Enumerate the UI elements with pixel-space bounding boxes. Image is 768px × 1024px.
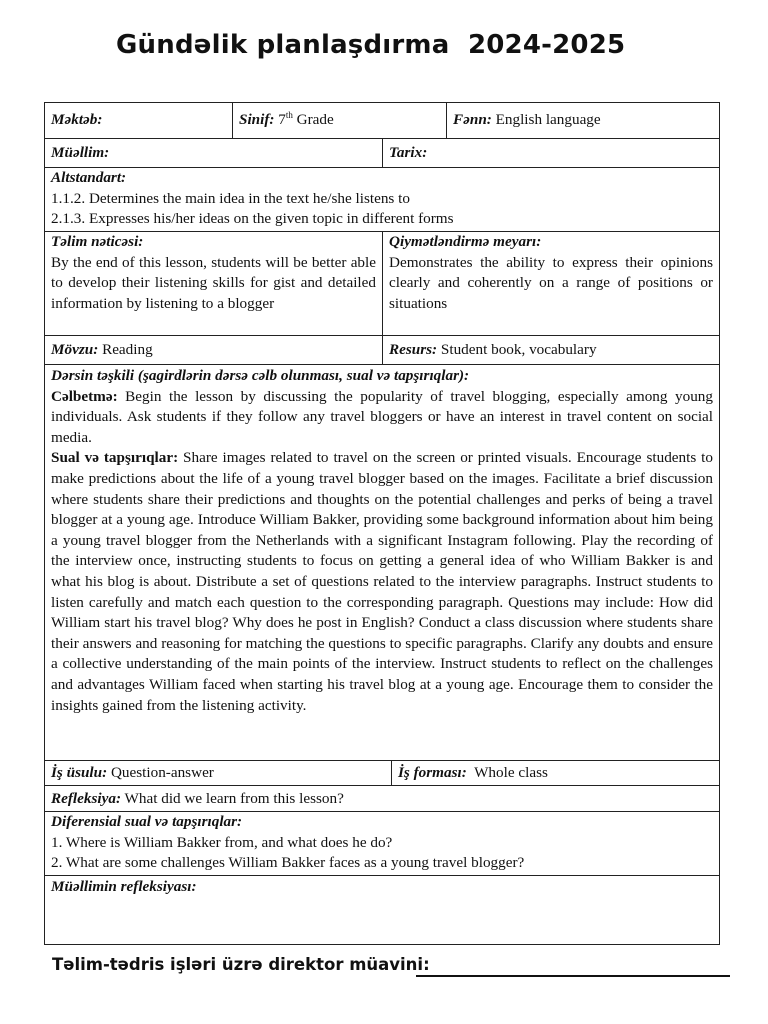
row-school-class-subject xyxy=(45,103,719,139)
resources-label: Resurs: xyxy=(389,341,438,358)
assessment-cell xyxy=(382,232,719,335)
tasks-text: Share images related to travel on the screen or printed visuals. Encourage students to make predictions about the life of a young travel blogger based on the images. Facilitate a brief discussion where students share their predictions and thoughts on the potential challenges and perks of being a travel blogger at a young age. Introduce William Bakker, providing some background information about him being a young travel blogger from the Netherlands with a significant Instagram following. Play the recording of the interview once, instructing students to focus on getting a general idea of who William Bakker is and what his blog is about. Distribute a set of questions related to the interview paragraphs. Instruct students to listen carefully and match each question to the corresponding paragraph. Questions may include: How did William start his travel blog? Why does he post in English? Conduct a class discussion where students share their answers and reasoning for matching the questions to specific paragraphs. Clarify any doubts and ensure a collective understanding of the main points of the interview. Instruct students to reflect on the challenges and advantages William faced when starting his travel blog at a young age. Encourage them to consider the insights gained from the listening activity. xyxy=(51,449,713,714)
class-number: 7 xyxy=(278,111,286,128)
reflection-value: What did we learn from this lesson? xyxy=(121,790,344,807)
tasks-paragraph xyxy=(51,448,713,716)
standard-item: 1.1.2. Determines the main idea in the text he/she listens to xyxy=(51,189,410,207)
standards-label: Altstandart: xyxy=(51,169,127,186)
topic-cell xyxy=(45,336,382,364)
topic-value: Reading xyxy=(98,341,153,358)
method-cell xyxy=(45,761,391,785)
teacher-cell xyxy=(45,139,382,167)
outcome-label: Təlim nəticəsi: xyxy=(51,233,144,250)
class-cell xyxy=(232,103,446,138)
assessment-text: Demonstrates the ability to express their opinions clearly and coherently on a range of positions or situations xyxy=(389,253,713,312)
motivation-text: Begin the lesson by discussing the popularity of travel blogging, especially among young individuals. Ask students if they follow any travel bloggers or have an interest in travel content on social media. xyxy=(51,387,713,446)
row-teacher-date xyxy=(45,139,719,168)
row-lesson-organization xyxy=(45,365,719,761)
resources-cell xyxy=(382,336,719,364)
row-method-form xyxy=(45,761,719,786)
outcome-text: By the end of this lesson, students will be better able to develop their listening skills for gist and detailed information by listening to a blogger xyxy=(51,253,376,312)
standards-cell xyxy=(45,168,719,231)
lesson-cell xyxy=(45,365,719,760)
motivation-paragraph xyxy=(51,387,713,449)
date-cell xyxy=(382,139,719,167)
teacher-reflection-label: Müəllimin refleksiyası: xyxy=(51,878,197,895)
tasks-label: Sual və tapşırıqlar: xyxy=(51,449,179,467)
school-label: Məktəb: xyxy=(51,111,103,128)
teacher-reflection-cell xyxy=(45,876,719,944)
director-signature-label: Təlim-tədris işləri üzrə direktor müavini: xyxy=(52,955,430,974)
standard-item: 2.1.3. Expresses his/her ideas on the given topic in different forms xyxy=(51,210,454,228)
date-label: Tarix: xyxy=(389,144,428,161)
method-value: Question-answer xyxy=(107,764,214,781)
differential-item: 1. Where is William Bakker from, and what does he do? xyxy=(51,833,393,851)
reflection-label: Refleksiya: xyxy=(51,790,122,807)
resources-value: Student book, vocabulary xyxy=(437,341,597,358)
assessment-label: Qiymətləndirmə meyarı: xyxy=(389,233,542,250)
signature-line xyxy=(416,975,730,977)
form-value: Whole class xyxy=(466,764,548,781)
differential-cell xyxy=(45,812,719,875)
differential-item: 2. What are some challenges William Bakker faces as a young travel blogger? xyxy=(51,854,525,872)
row-differential xyxy=(45,812,719,876)
outcome-cell xyxy=(45,232,382,335)
row-topic-resources xyxy=(45,336,719,365)
row-standards xyxy=(45,168,719,232)
subject-label: Fənn: xyxy=(453,111,492,128)
motivation-label: Cəlbetmə: xyxy=(51,387,118,405)
topic-label: Mövzu: xyxy=(51,341,99,358)
method-label: İş üsulu: xyxy=(51,764,108,781)
differential-label: Diferensial sual və tapşırıqlar: xyxy=(51,813,243,830)
page-title: Gündəlik planlaşdırma 2024-2025 xyxy=(116,30,626,60)
class-superscript: th xyxy=(285,109,293,120)
school-cell xyxy=(45,103,232,138)
subject-cell xyxy=(446,103,719,138)
class-label: Sinif: xyxy=(239,111,275,128)
row-outcome-assessment xyxy=(45,232,719,336)
row-teacher-reflection xyxy=(45,876,719,944)
subject-value: English language xyxy=(491,111,601,128)
reflection-cell xyxy=(45,786,719,811)
class-suffix: Grade xyxy=(292,111,334,128)
lesson-label: Dərsin təşkili (şagirdlərin dərsə cəlb olunması, sual və tapşırıqlar): xyxy=(51,367,470,384)
row-reflection xyxy=(45,786,719,812)
lesson-plan-table xyxy=(44,102,720,945)
teacher-label: Müəllim: xyxy=(51,144,110,161)
form-label: İş forması: xyxy=(398,764,467,781)
form-cell xyxy=(391,761,719,785)
